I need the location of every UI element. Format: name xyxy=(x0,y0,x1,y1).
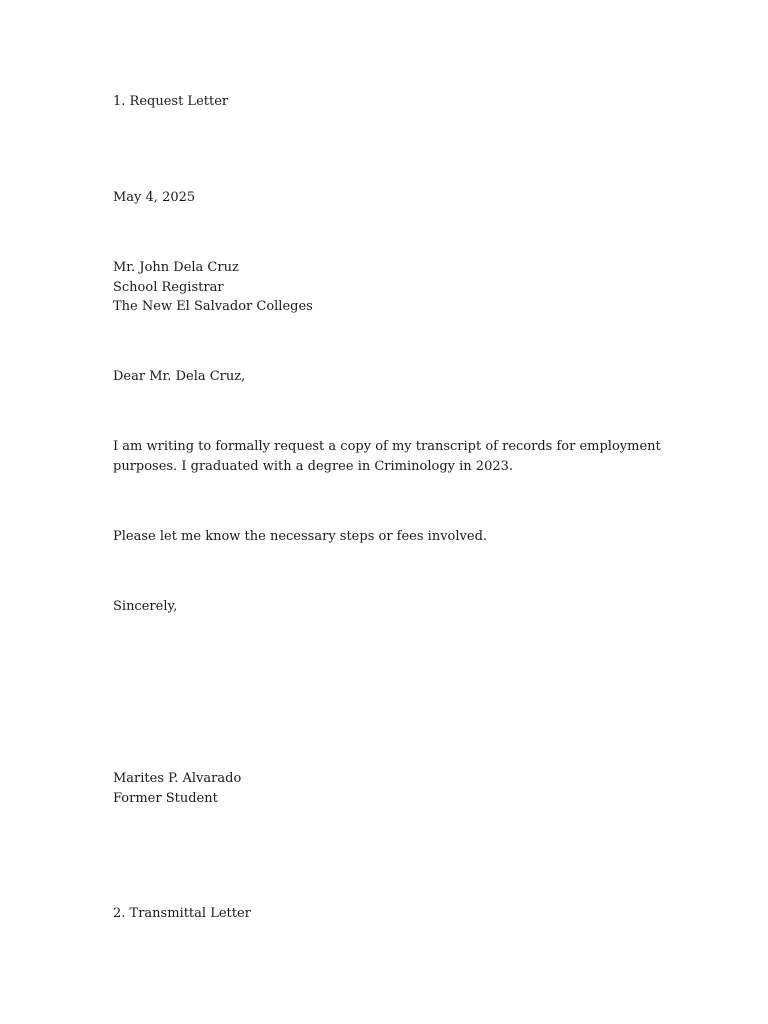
body-paragraph-1 xyxy=(113,437,661,476)
recipient-name: Mr. John Dela Cruz xyxy=(113,260,239,275)
body-paragraph-1-line-1: I am writing to formally request a copy of my transcript of records for employment xyxy=(113,439,661,454)
recipient-title: School Registrar xyxy=(113,279,224,295)
section-heading-transmittal-letter: 2. Transmittal Letter xyxy=(113,906,251,921)
letter-date: May 4, 2025 xyxy=(113,190,196,205)
section-heading-request-letter: 1. Request Letter xyxy=(113,94,229,109)
sender-name: Marites P. Alvarado xyxy=(113,771,242,786)
closing: Sincerely, xyxy=(113,599,178,614)
recipient-institution: The New El Salvador Colleges xyxy=(113,299,313,314)
signature-block xyxy=(113,769,241,808)
recipient-address-block xyxy=(113,258,313,317)
sender-title: Former Student xyxy=(113,790,218,806)
salutation: Dear Mr. Dela Cruz, xyxy=(113,369,246,384)
body-paragraph-2: Please let me know the necessary steps or fees involved. xyxy=(113,529,488,544)
body-paragraph-1-line-2: purposes. I graduated with a degree in Criminology in 2023. xyxy=(113,458,514,474)
